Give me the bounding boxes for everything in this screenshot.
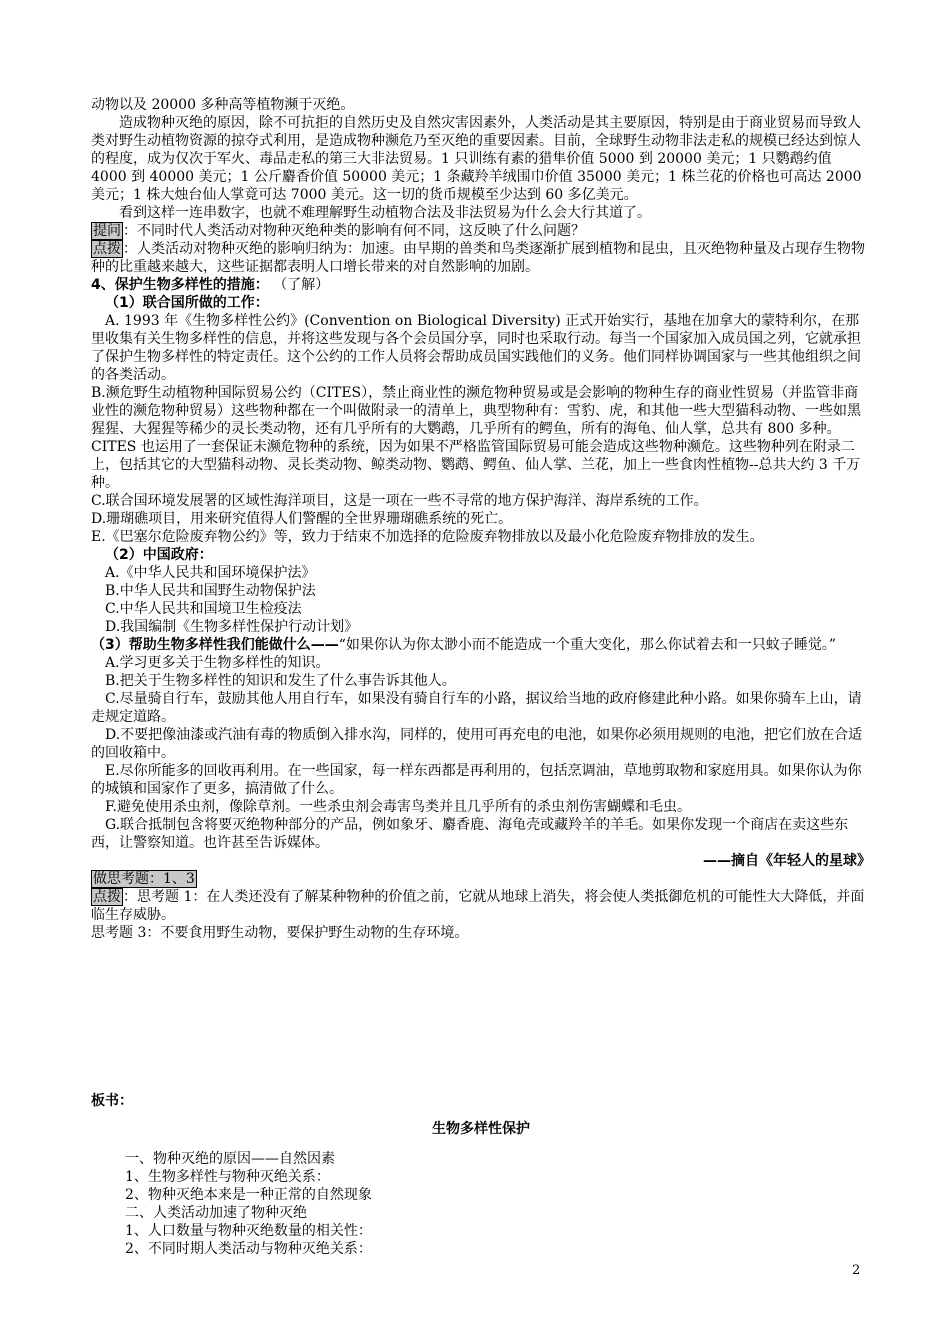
board-item-1: 一、物种灭绝的原因——自然因素 [125, 1151, 335, 1167]
heading-4-note: （了解） [273, 277, 330, 293]
paragraph-numbers: 看到这样一连串数字，也就不难理解野生动植物合法及非法贸易为什么会大行其道了。 [119, 205, 651, 221]
china-item-a: A.《中华人民共和国环境保护法》 [105, 565, 316, 581]
china-item-d: D.我国编制《生物多样性保护行动计划》 [105, 619, 359, 635]
paragraph-intro-tail: 动物以及 20000 多种高等植物濒于灭绝。 [91, 97, 355, 113]
board-title: 生物多样性保护 [432, 1121, 530, 1137]
un-item-d: D.珊瑚礁项目，用来研究值得人们警醒的全世界珊瑚礁系统的死亡。 [91, 511, 513, 527]
hint-block [91, 240, 871, 276]
board-label: 板书： [91, 1093, 133, 1109]
subheading-help [91, 636, 871, 654]
help-item-e: E.尽你所能多的回收再利用。在一些国家，每一样东西都是再利用的，包括烹调油，草地剪取物和家庭用具。如果你认为你的城镇和国家作了更多，搞清做了什么。 [91, 763, 862, 797]
hint-label: 点拨 [93, 241, 121, 257]
subheading-un: （1）联合国所做的工作： [105, 295, 269, 311]
un-item-e: E.《巴塞尔危险废弃物公约》等，致力于结束不加选择的危险废弃物排放以及最小化危险废弃物排放的发生。 [91, 529, 764, 545]
question-label: 提问 [93, 223, 121, 239]
blank-space [91, 942, 871, 1092]
un-item-a: A. 1993 年《生物多样性公约》(Convention on Biological Diversity) 正式开始实行，基地在加拿大的蒙特利尔，在那里收集有关生物多样性的信息，并将这些发现与各个会员国分享，同时也采取行动。每当一个国家加入成员国之列，它就承担了保护生物多样性的特定责任。这个公约的工作人员将会帮助成员国实践他们的义务。他们同样协调国家与一些其他组织之间的各类活动。 [91, 313, 861, 383]
hint2-label: 点拨 [93, 889, 121, 905]
source-citation: ——摘自《年轻人的星球》 [703, 853, 871, 869]
board-item-2-1: 1、人口数量与物种灭绝数量的相关性： [125, 1223, 372, 1239]
section-heading-4 [91, 276, 871, 294]
china-item-b: B.中华人民共和国野生动物保护法 [105, 583, 316, 599]
document-body [91, 96, 871, 1258]
help-quote: “如果你认为你太渺小而不能造成一个重大变化，那么你试着去和一只蚊子睡觉。” [338, 637, 837, 653]
help-item-g: G.联合抵制包含将要灭绝物种部分的产品，例如象牙、麝香鹿、海龟壳或藏羚羊的羊毛。如果你发现一个商店在卖这些东西，让警察知道。也许甚至告诉媒体。 [91, 817, 849, 851]
hint2-block [91, 888, 871, 924]
question-block [91, 222, 871, 240]
board-item-1-1: 1、生物多样性与物种灭绝关系： [125, 1169, 330, 1185]
board-item-2: 二、人类活动加速了物种灭绝 [125, 1205, 307, 1221]
help-item-f: F.避免使用杀虫剂，像除草剂。一些杀虫剂会毒害鸟类并且几乎所有的杀虫剂伤害蝴蝶和毛虫。 [105, 799, 691, 815]
board-item-1-2: 2、物种灭绝本来是一种正常的自然现象 [125, 1187, 372, 1203]
un-item-b: B.濒危野生动植物种国际贸易公约（CITES），禁止商业性的濒危物种贸易或是会影响的物种生存的商业性贸易（并监管非商业性的濒危物种贸易）这些物种都在一个叫做附录一的清单上，典型物种有：雪豹、虎，和其他一些大型猫科动物、一些如黑猩猩、大猩猩等稀少的灵长类动物，还有几乎所有的大鹦鹉，几乎所有的鳄鱼，所有的海龟、仙人掌，总共有 800 多种。CITES 也运用了一套保证未濒危物种的系统，因为如果不严格监管国际贸易可能会造成这些物种濒危。这些物种列在附录二上，包括其它的大型猫科动物、灵长类动物、鲸类动物、鹦鹉、鳄鱼、仙人掌、兰花，加上一些食肉性植物--总共大约 3 千万种。 [91, 385, 861, 491]
help-item-b: B.把关于生物多样性的知识和发生了什么事告诉其他人。 [105, 673, 456, 689]
help-item-d: D.不要把像油漆或汽油有毒的物质倒入排水沟，同样的，使用可再充电的电池，如果你必须用规则的电池，把它们放在合适的回收箱中。 [91, 727, 863, 761]
help-item-c: C.尽量骑自行车，鼓励其他人用自行车，如果没有骑自行车的小路，据议给当地的政府修建此种小路。如果你骑车上山，请走规定道路。 [91, 691, 862, 725]
hint-text: ：人类活动对物种灭绝的影响归纳为：加速。由早期的兽类和鸟类逐渐扩展到植物和昆虫，且灭绝物种量及占现存生物物种的比重越来越大，这些证据都表明人口增长带来的对自然影响的加剧。 [91, 241, 865, 275]
heading-4-text: 4、保护生物多样性的措施： [91, 277, 269, 293]
hint2-text: ：思考题 1：在人类还没有了解某种物种的价值之前，它就从地球上消失，将会使人类抵御危机的可能性大大降低，并面临生存威胁。 [91, 889, 865, 923]
china-item-c: C.中华人民共和国境卫生检疫法 [105, 601, 302, 617]
paragraph-causes: 造成物种灭绝的原因，除不可抗拒的自然历史及自然灾害因素外，人类活动是其主要原因，特别是由于商业贸易而导致人类对野生动植物资源的掠夺式利用，是造成物种濒危乃至灭绝的重要因素。目前，全球野生动物非法走私的规模已经达到惊人的程度，成为仅次于军火、毒品走私的第三大非法贸易。1 只训练有素的猎隼价值 5000 到 20000 美元；1 只鹦鹉约值 4000 到 40000 美元；1 公斤麝香价值 50000 美元；1 条藏羚羊绒围巾价值 35000 美元；1 株兰花的价格也可高达 2000 美元；1 株大烛台仙人掌竟可达 7000 美元。这一切的货币规模至少达到 60 多亿美元。 [91, 115, 862, 203]
help-title: （3）帮助生物多样性我们能做什么—— [91, 637, 339, 653]
think-label: 做思考题：1、3 [93, 871, 195, 887]
help-item-a: A.学习更多关于生物多样性的知识。 [105, 655, 330, 671]
subheading-china: （2）中国政府： [105, 547, 213, 563]
board-item-2-2: 2、不同时期人类活动与物种灭绝关系： [125, 1241, 372, 1257]
think3-text: 思考题 3：不要食用野生动物，要保护野生动物的生存环境。 [91, 925, 469, 941]
question-text: ：不同时代人类活动对物种灭绝种类的影响有何不同，这反映了什么问题？ [123, 223, 585, 239]
think-block [91, 870, 871, 888]
page-number: 2 [852, 1263, 861, 1278]
un-item-c: C.联合国环境发展署的区域性海洋项目，这是一项在一些不寻常的地方保护海洋、海岸系统的工作。 [91, 493, 708, 509]
